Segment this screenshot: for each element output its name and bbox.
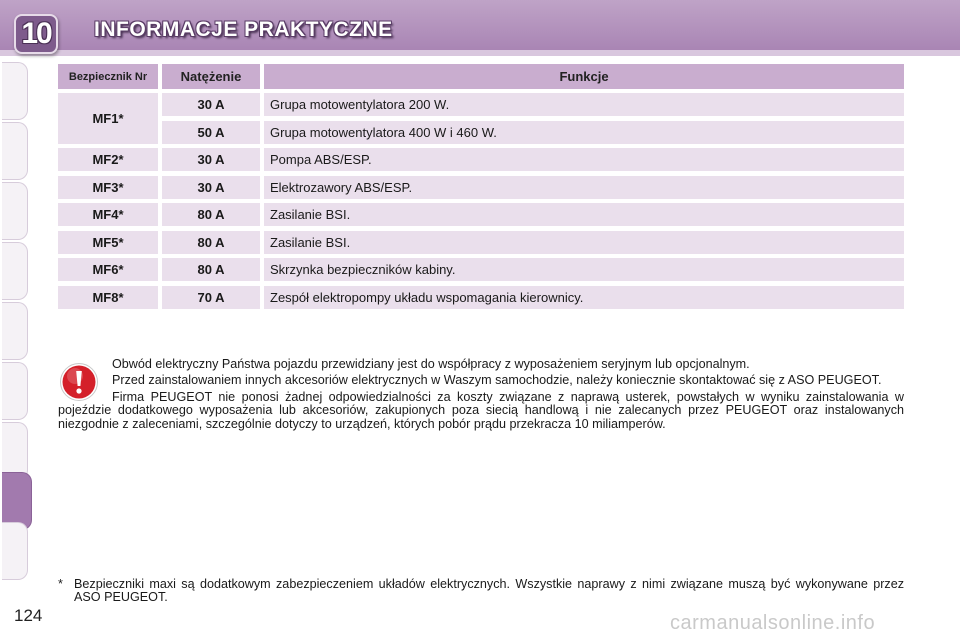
fuse-amp-cell: 80 A	[162, 258, 260, 281]
footnote-marker: *	[58, 577, 63, 591]
warning-paragraph: Przed zainstalowaniem innych akcesoriów elektrycznych w Waszym samochodzie, należy koniecznie skontaktować się z ASO PEUGEOT.	[112, 373, 882, 388]
fuse-amp-cell: 80 A	[162, 231, 260, 254]
watermark: carmanualsonline.info	[670, 612, 876, 634]
fuse-func-cell: Elektrozawory ABS/ESP.	[264, 176, 904, 199]
fuse-amp-cell: 30 A	[162, 148, 260, 171]
fuse-func-cell: Zasilanie BSI.	[264, 231, 904, 254]
fuse-func-cell: Grupa motowentylatora 200 W.	[264, 93, 904, 116]
warning-paragraph: Firma PEUGEOT nie ponosi żadnej odpowiedzialności za koszty związane z naprawą usterek, powstałych w wyniku zainstalowania w pojeździe dodatkowego wyposażenia lub akcesoriów, zakupionych poza siecią handlową i nie zalecanych przez PEUGEOT oraz instalowanych niezgodnie z zaleceniami, szczególnie dotyczy to urządzeń, których pobór prądu przekracza 10 miliamperów.	[58, 389, 904, 431]
chapter-tab[interactable]	[2, 522, 28, 580]
warning-paragraph: Obwód elektryczny Państwa pojazdu przewidziany jest do współpracy z wyposażeniem seryjnym lub opcjonalnym.	[112, 357, 750, 371]
fuse-func-cell: Skrzynka bezpieczników kabiny.	[264, 258, 904, 281]
fuse-func-cell: Zasilanie BSI.	[264, 203, 904, 226]
page-title: INFORMACJE PRAKTYCZNE	[94, 18, 393, 41]
footnote	[58, 578, 904, 605]
fuse-nr-cell: MF4*	[58, 203, 158, 226]
fuse-amp-cell: 30 A	[162, 176, 260, 199]
fuse-func-cell: Pompa ABS/ESP.	[264, 148, 904, 171]
chapter-tab[interactable]	[2, 182, 28, 240]
chapter-tab-rail	[0, 60, 30, 580]
chapter-tab[interactable]	[2, 302, 28, 360]
column-header-function: Funkcje	[264, 64, 904, 89]
fuse-amp-cell: 50 A	[162, 121, 260, 144]
header-underline	[0, 50, 960, 56]
fuse-nr-cell: MF1*	[58, 93, 158, 144]
column-header-amperage: Natężenie	[162, 64, 260, 89]
chapter-tab[interactable]	[2, 242, 28, 300]
page-number: 124	[14, 606, 43, 625]
chapter-tab[interactable]	[2, 362, 28, 420]
column-header-fuse-nr: Bezpiecznik Nr	[58, 64, 158, 89]
fuse-nr-cell: MF5*	[58, 231, 158, 254]
fuse-amp-cell: 70 A	[162, 286, 260, 309]
footnote-text: Bezpieczniki maxi są dodatkowym zabezpieczeniem układów elektrycznych. Wszystkie naprawy z nimi związane muszą być wykonywane przez ASO PEUGEOT.	[74, 577, 904, 605]
chapter-number: 10	[21, 17, 51, 50]
chapter-tab[interactable]	[2, 122, 28, 180]
fuse-func-cell: Zespół elektropompy układu wspomagania kierownicy.	[264, 286, 904, 309]
fuse-nr-cell: MF2*	[58, 148, 158, 171]
fuse-func-cell: Grupa motowentylatora 400 W i 460 W.	[264, 121, 904, 144]
chapter-tab[interactable]	[2, 62, 28, 120]
warning-text	[58, 358, 904, 434]
fuse-amp-cell: 30 A	[162, 93, 260, 116]
fuse-nr-cell: MF6*	[58, 258, 158, 281]
fuse-nr-cell: MF8*	[58, 286, 158, 309]
fuse-amp-cell: 80 A	[162, 203, 260, 226]
fuse-nr-cell: MF3*	[58, 176, 158, 199]
